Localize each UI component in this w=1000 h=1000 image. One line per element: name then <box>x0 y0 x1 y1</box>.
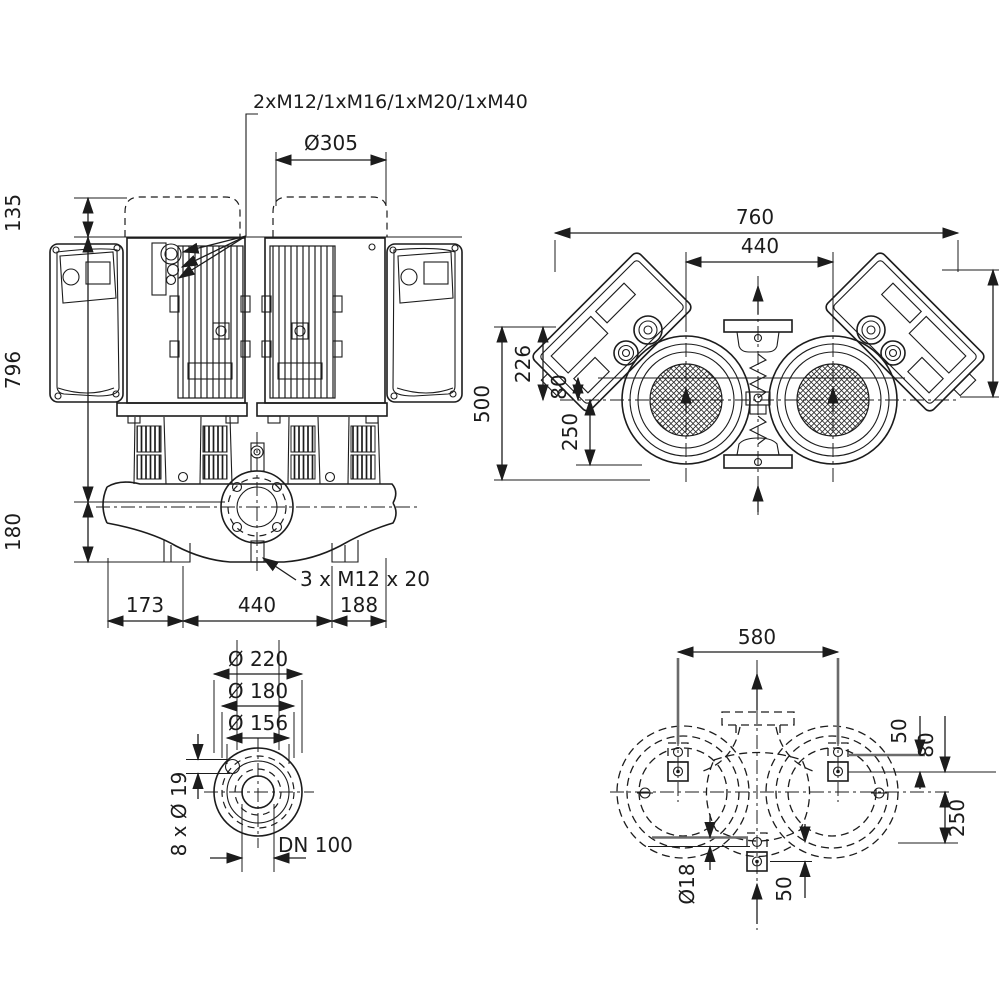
envelope-right-dashed <box>273 197 387 237</box>
dim-top-to-axis: 226 <box>511 344 535 384</box>
dim-envelope-diameter: Ø305 <box>304 131 358 155</box>
dim-overall-width: 760 <box>735 205 775 229</box>
dim-width-left: 173 <box>125 593 165 617</box>
dim-axis-to-flange: 250 <box>558 412 582 452</box>
dim-raised-face: Ø 156 <box>227 711 289 735</box>
dim-axis-offset-right: 250 <box>945 798 969 838</box>
dim-flange-outer: Ø 220 <box>227 647 289 671</box>
flange-bolt-hole <box>226 760 240 774</box>
right-baseplate <box>257 403 387 416</box>
left-motor <box>127 238 250 403</box>
dim-bolt-holes: 8 x Ø 19 <box>167 771 191 857</box>
anchor-bolts <box>668 743 848 871</box>
left-baseplate <box>117 403 247 416</box>
foundation-view <box>610 625 996 930</box>
envelope-left-dashed <box>125 197 240 237</box>
right-electronic-module <box>387 244 462 402</box>
dim-base-height: 180 <box>1 512 25 552</box>
dim-overall-depth: 500 <box>470 384 494 424</box>
left-electronic-module <box>50 244 123 402</box>
dim-row-offset-right: 50 <box>887 718 911 744</box>
dim-edge-to-axis: 80 <box>547 374 571 400</box>
dim-axis-spacing: 440 <box>740 234 780 258</box>
drain-plug-label: 3 x M12 x 20 <box>300 567 430 591</box>
plan-view <box>470 205 999 518</box>
dim-nominal-diameter: DN 100 <box>278 833 353 857</box>
cable-gland-label: 2xM12/1xM16/1xM20/1xM40 <box>253 91 528 113</box>
right-motor <box>262 238 385 403</box>
dim-bolt-circle: Ø 180 <box>227 679 289 703</box>
pump-volute <box>96 432 420 575</box>
dim-row-offset-bottom: 50 <box>772 876 796 902</box>
dim-hole-diameter: Ø18 <box>675 863 699 905</box>
front-view <box>1 91 528 628</box>
dim-total-height: 796 <box>1 350 25 390</box>
dim-bolt-spacing: 580 <box>737 625 777 649</box>
dim-module-height: 135 <box>1 193 25 233</box>
dim-width-center: 440 <box>237 593 277 617</box>
baseplate-bolts <box>128 416 378 423</box>
dim-width-right: 188 <box>339 593 379 617</box>
dim-edge-offset-right: 80 <box>914 732 938 758</box>
flange-detail-view <box>167 640 353 872</box>
